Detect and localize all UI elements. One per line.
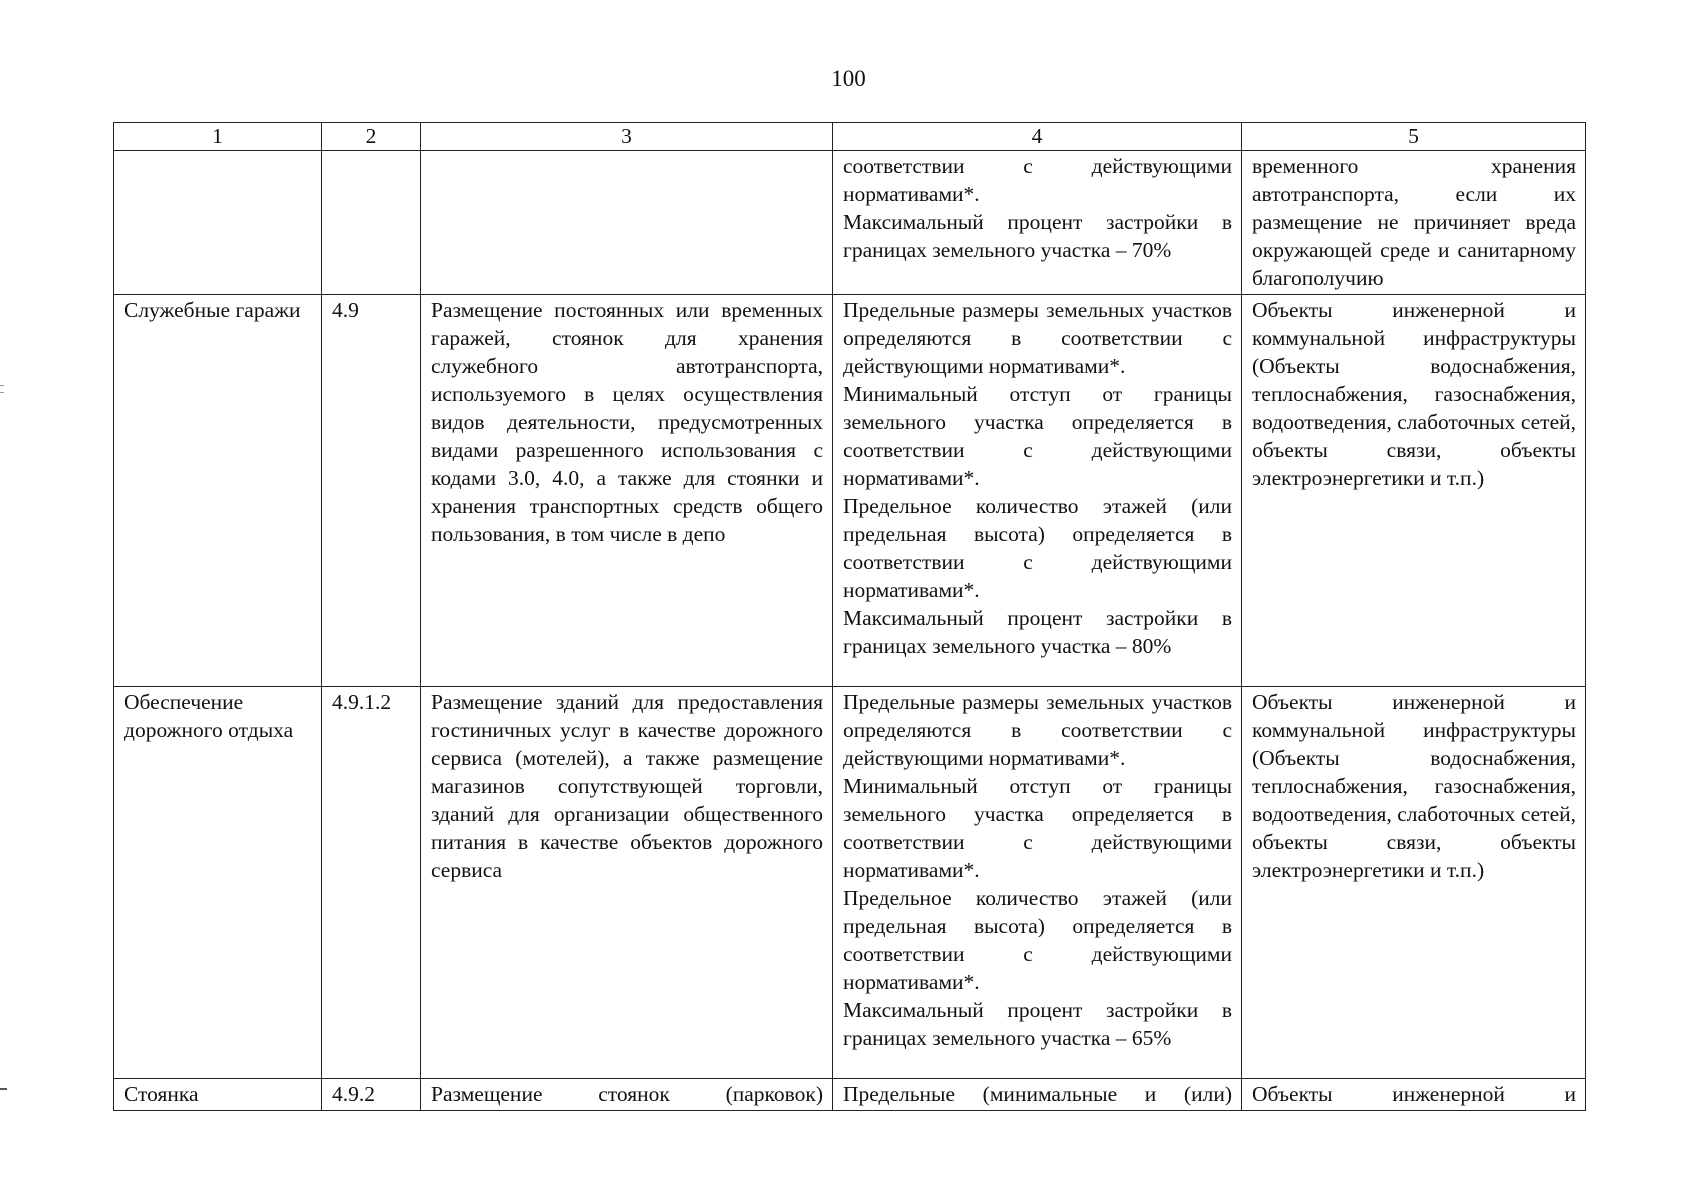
accessory-text: Объекты инженерной и коммунальной инфраструктуры (Объекты водоснабжения, теплоснабжения, газоснабжения, водоотведения, слаботочных сетей, объекты связи, объекты электроэнергетики и т.п.)	[1252, 690, 1576, 882]
table-row	[114, 295, 1586, 687]
description-cell	[421, 1079, 833, 1111]
description-cell	[421, 151, 833, 295]
header-cell: 3	[421, 123, 833, 151]
header-row	[114, 123, 1586, 151]
use-name-cell	[114, 151, 322, 295]
table-row	[114, 151, 1586, 295]
accessory-text: временного хранения автотранспорта, если их размещение не причиняет вреда окружающей среде и санитарному благополучию	[1252, 154, 1576, 290]
accessory-text: Объекты инженерной и коммунальной инфраструктуры (Объекты водоснабжения, теплоснабжения, газоснабжения, водоотведения, слаботочных сетей, объекты связи, объекты электроэнергетики и т.п.)	[1252, 298, 1576, 490]
header-cell: 5	[1242, 123, 1586, 151]
description-text: Размещение постоянных или временных гаражей, стоянок для хранения служебного автотранспорта, используемого в целях осуществления видов деятельности, предусмотренных видами разрешенного использования с кодами 3.0, 4.0, а также для стоянки и хранения транспортных средств общего пользования, в том числе в депо	[431, 298, 823, 546]
description-cell	[421, 295, 833, 687]
description-cell	[421, 687, 833, 1079]
parameter-text: Максимальный процент застройки в границах земельного участка – 80%	[843, 606, 1232, 658]
use-code-cell: 4.9	[322, 295, 421, 687]
accessory-text: Объекты инженерной и	[1252, 1082, 1576, 1106]
parameter-text: Предельные размеры земельных участков определяются в соответствии с действующими нормативами*.	[843, 298, 1232, 378]
use-code-cell: 4.9.1.2	[322, 687, 421, 1079]
parameter-text: Максимальный процент застройки в границах земельного участка – 65%	[843, 998, 1232, 1050]
accessory-cell	[1242, 295, 1586, 687]
parameter-text: Минимальный отступ от границы земельного участка определяется в соответствии с действующими нормативами*.	[843, 382, 1232, 490]
parameters-cell	[833, 151, 1242, 295]
parameters-cell	[833, 1079, 1242, 1111]
use-name-cell: Служебные гаражи	[114, 295, 322, 687]
table-row	[114, 1079, 1586, 1111]
parameters-cell	[833, 687, 1242, 1079]
scan-mark	[0, 385, 4, 386]
description-text: Размещение зданий для предоставления гостиничных услуг в качестве дорожного сервиса (мотелей), а также размещение магазинов сопутствующей торговли, зданий для организации общественного питания в качестве объектов дорожного сервиса	[431, 690, 823, 882]
parameter-text: Предельное количество этажей (или предельная высота) определяется в соответствии с действующими нормативами*.	[843, 886, 1232, 994]
use-name-cell: Обеспечение дорожного отдыха	[114, 687, 322, 1079]
header-cell: 4	[833, 123, 1242, 151]
parameters-cell	[833, 295, 1242, 687]
scan-mark	[0, 1088, 7, 1090]
parameter-text: соответствии с действующими нормативами*.	[843, 154, 1232, 206]
parameter-text: Предельное количество этажей (или предельная высота) определяется в соответствии с действующими нормативами*.	[843, 494, 1232, 602]
accessory-cell	[1242, 151, 1586, 295]
header-cell: 1	[114, 123, 322, 151]
parameter-text: Максимальный процент застройки в границах земельного участка – 70%	[843, 210, 1232, 262]
parameter-text: Предельные размеры земельных участков определяются в соответствии с действующими нормативами*.	[843, 690, 1232, 770]
use-code-cell: 4.9.2	[322, 1079, 421, 1111]
parameter-text: Минимальный отступ от границы земельного участка определяется в соответствии с действующими нормативами*.	[843, 774, 1232, 882]
page-number: 100	[831, 66, 866, 91]
use-name-cell: Стоянка	[114, 1079, 322, 1111]
zoning-table	[113, 122, 1586, 1111]
scan-mark	[0, 392, 4, 393]
use-code-cell	[322, 151, 421, 295]
accessory-cell	[1242, 1079, 1586, 1111]
accessory-cell	[1242, 687, 1586, 1079]
header-cell: 2	[322, 123, 421, 151]
parameter-text: Предельные (минимальные и (или)	[843, 1082, 1232, 1106]
description-text: Размещение стоянок (парковок)	[431, 1082, 823, 1106]
table-row	[114, 687, 1586, 1079]
